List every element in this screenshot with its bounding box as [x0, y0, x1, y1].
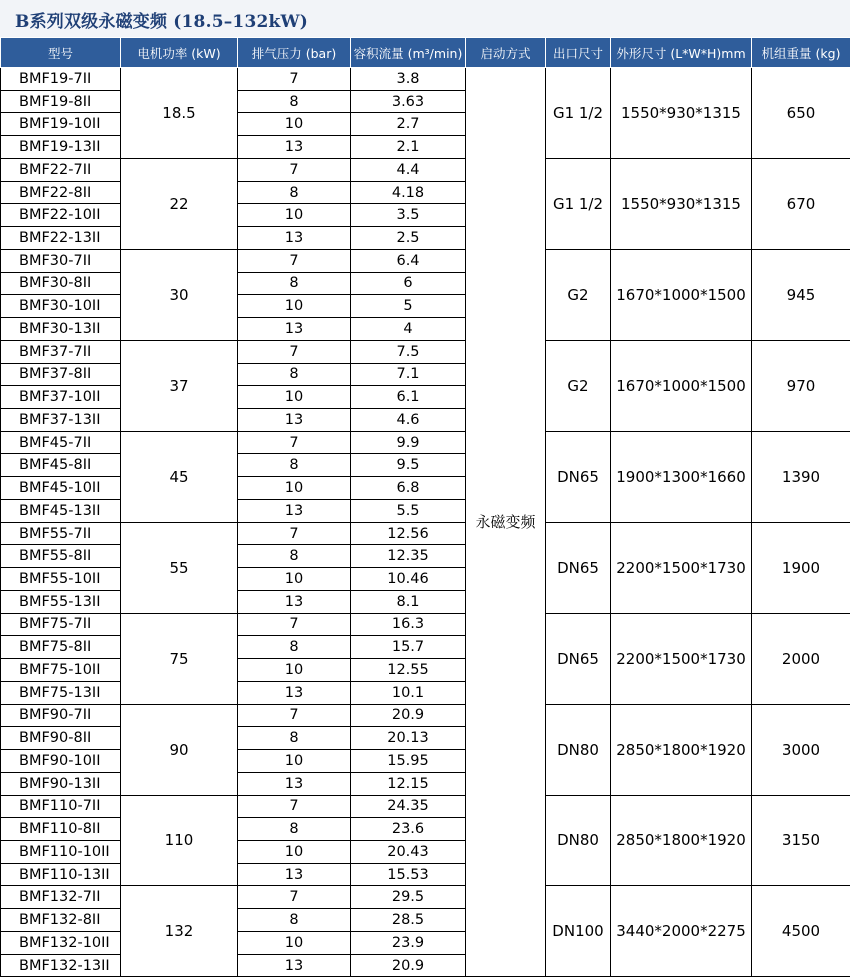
model-cell: BMF110-7II: [1, 795, 121, 818]
outlet-cell: G2: [546, 340, 611, 431]
flow-cell: 3.63: [351, 90, 466, 113]
flow-cell: 6.4: [351, 249, 466, 272]
pressure-cell: 10: [238, 750, 351, 773]
model-cell: BMF22-7II: [1, 158, 121, 181]
flow-cell: 16.3: [351, 613, 466, 636]
pressure-cell: 7: [238, 68, 351, 91]
pressure-cell: 10: [238, 386, 351, 409]
pressure-cell: 13: [238, 409, 351, 432]
model-cell: BMF75-10II: [1, 659, 121, 682]
model-cell: BMF37-7II: [1, 340, 121, 363]
spec-table: [0, 37, 850, 977]
power-cell: 90: [121, 704, 238, 795]
flow-cell: 20.43: [351, 840, 466, 863]
dimensions-cell: 1900*1300*1660: [611, 431, 752, 522]
pressure-cell: 7: [238, 431, 351, 454]
header-model: 型号: [1, 38, 121, 68]
model-cell: BMF132-10II: [1, 931, 121, 954]
dimensions-cell: 1550*930*1315: [611, 68, 752, 159]
weight-cell: 650: [752, 68, 850, 159]
flow-cell: 12.55: [351, 659, 466, 682]
flow-cell: 5.5: [351, 499, 466, 522]
pressure-cell: 10: [238, 931, 351, 954]
flow-cell: 4: [351, 318, 466, 341]
outlet-cell: G2: [546, 249, 611, 340]
header-row: [1, 38, 850, 68]
power-cell: 55: [121, 522, 238, 613]
model-cell: BMF45-8II: [1, 454, 121, 477]
power-cell: 45: [121, 431, 238, 522]
weight-cell: 4500: [752, 886, 850, 977]
table-row: [1, 613, 850, 636]
model-cell: BMF30-13II: [1, 318, 121, 341]
table-row: [1, 795, 850, 818]
pressure-cell: 8: [238, 272, 351, 295]
pressure-cell: 13: [238, 136, 351, 159]
flow-cell: 24.35: [351, 795, 466, 818]
flow-cell: 3.5: [351, 204, 466, 227]
pressure-cell: 13: [238, 227, 351, 250]
model-cell: BMF55-7II: [1, 522, 121, 545]
model-cell: BMF55-10II: [1, 568, 121, 591]
flow-cell: 6.1: [351, 386, 466, 409]
dimensions-cell: 2200*1500*1730: [611, 613, 752, 704]
dimensions-cell: 3440*2000*2275: [611, 886, 752, 977]
pressure-cell: 7: [238, 522, 351, 545]
outlet-cell: DN80: [546, 795, 611, 886]
flow-cell: 20.9: [351, 704, 466, 727]
start-method-cell: 永磁变频: [466, 68, 546, 977]
pressure-cell: 13: [238, 590, 351, 613]
flow-cell: 12.35: [351, 545, 466, 568]
model-cell: BMF90-13II: [1, 772, 121, 795]
model-cell: BMF55-8II: [1, 545, 121, 568]
pressure-cell: 8: [238, 181, 351, 204]
flow-cell: 6.8: [351, 477, 466, 500]
flow-cell: 9.9: [351, 431, 466, 454]
pressure-cell: 10: [238, 568, 351, 591]
pressure-cell: 10: [238, 659, 351, 682]
model-cell: BMF132-13II: [1, 954, 121, 977]
pressure-cell: 13: [238, 863, 351, 886]
header-weight: 机组重量 (kg): [752, 38, 850, 68]
flow-cell: 9.5: [351, 454, 466, 477]
model-cell: BMF90-10II: [1, 750, 121, 773]
table-row: [1, 249, 850, 272]
model-cell: BMF132-7II: [1, 886, 121, 909]
power-cell: 110: [121, 795, 238, 886]
table-body: [1, 68, 850, 977]
pressure-cell: 7: [238, 158, 351, 181]
flow-cell: 2.5: [351, 227, 466, 250]
model-cell: BMF30-7II: [1, 249, 121, 272]
model-cell: BMF132-8II: [1, 909, 121, 932]
outlet-cell: DN80: [546, 704, 611, 795]
model-cell: BMF90-8II: [1, 727, 121, 750]
model-cell: BMF22-13II: [1, 227, 121, 250]
table-row: [1, 431, 850, 454]
pressure-cell: 13: [238, 681, 351, 704]
model-cell: BMF30-8II: [1, 272, 121, 295]
flow-cell: 12.15: [351, 772, 466, 795]
flow-cell: 3.8: [351, 68, 466, 91]
pressure-cell: 8: [238, 90, 351, 113]
flow-cell: 23.9: [351, 931, 466, 954]
dimensions-cell: 1670*1000*1500: [611, 249, 752, 340]
header-flow: 容积流量 (m³/min): [351, 38, 466, 68]
weight-cell: 670: [752, 158, 850, 249]
power-cell: 30: [121, 249, 238, 340]
power-cell: 37: [121, 340, 238, 431]
header-pressure: 排气压力 (bar): [238, 38, 351, 68]
model-cell: BMF45-10II: [1, 477, 121, 500]
model-cell: BMF19-10II: [1, 113, 121, 136]
flow-cell: 5: [351, 295, 466, 318]
model-cell: BMF19-8II: [1, 90, 121, 113]
weight-cell: 945: [752, 249, 850, 340]
flow-cell: 4.4: [351, 158, 466, 181]
weight-cell: 1390: [752, 431, 850, 522]
pressure-cell: 7: [238, 613, 351, 636]
pressure-cell: 7: [238, 340, 351, 363]
flow-cell: 10.1: [351, 681, 466, 704]
pressure-cell: 13: [238, 954, 351, 977]
flow-cell: 29.5: [351, 886, 466, 909]
header-power: 电机功率 (kW): [121, 38, 238, 68]
table-row: [1, 340, 850, 363]
table-row: [1, 158, 850, 181]
flow-cell: 8.1: [351, 590, 466, 613]
weight-cell: 1900: [752, 522, 850, 613]
pressure-cell: 13: [238, 318, 351, 341]
dimensions-cell: 1670*1000*1500: [611, 340, 752, 431]
pressure-cell: 7: [238, 886, 351, 909]
header-outlet: 出口尺寸: [546, 38, 611, 68]
pressure-cell: 10: [238, 204, 351, 227]
outlet-cell: DN65: [546, 522, 611, 613]
flow-cell: 20.13: [351, 727, 466, 750]
model-cell: BMF75-8II: [1, 636, 121, 659]
header-dimensions: 外形尺寸 (L*W*H)mm: [611, 38, 752, 68]
flow-cell: 12.56: [351, 522, 466, 545]
power-cell: 75: [121, 613, 238, 704]
flow-cell: 4.18: [351, 181, 466, 204]
flow-cell: 20.9: [351, 954, 466, 977]
pressure-cell: 7: [238, 795, 351, 818]
flow-cell: 10.46: [351, 568, 466, 591]
outlet-cell: G1 1/2: [546, 68, 611, 159]
flow-cell: 15.95: [351, 750, 466, 773]
model-cell: BMF110-13II: [1, 863, 121, 886]
dimensions-cell: 2850*1800*1920: [611, 704, 752, 795]
header-start-method: 启动方式: [466, 38, 546, 68]
weight-cell: 3150: [752, 795, 850, 886]
power-cell: 132: [121, 886, 238, 977]
table-row: [1, 68, 850, 91]
pressure-cell: 8: [238, 727, 351, 750]
flow-cell: 15.53: [351, 863, 466, 886]
model-cell: BMF22-8II: [1, 181, 121, 204]
power-cell: 18.5: [121, 68, 238, 159]
pressure-cell: 8: [238, 545, 351, 568]
model-cell: BMF19-7II: [1, 68, 121, 91]
pressure-cell: 8: [238, 454, 351, 477]
model-cell: BMF19-13II: [1, 136, 121, 159]
outlet-cell: DN65: [546, 431, 611, 522]
model-cell: BMF110-8II: [1, 818, 121, 841]
model-cell: BMF75-7II: [1, 613, 121, 636]
outlet-cell: DN65: [546, 613, 611, 704]
model-cell: BMF37-10II: [1, 386, 121, 409]
dimensions-cell: 1550*930*1315: [611, 158, 752, 249]
pressure-cell: 10: [238, 295, 351, 318]
weight-cell: 3000: [752, 704, 850, 795]
flow-cell: 15.7: [351, 636, 466, 659]
dimensions-cell: 2200*1500*1730: [611, 522, 752, 613]
model-cell: BMF30-10II: [1, 295, 121, 318]
table-row: [1, 886, 850, 909]
model-cell: BMF110-10II: [1, 840, 121, 863]
pressure-cell: 8: [238, 363, 351, 386]
flow-cell: 28.5: [351, 909, 466, 932]
table-row: [1, 704, 850, 727]
weight-cell: 2000: [752, 613, 850, 704]
page-title: B系列双级永磁变频 (18.5–132kW): [15, 7, 308, 32]
flow-cell: 23.6: [351, 818, 466, 841]
model-cell: BMF55-13II: [1, 590, 121, 613]
weight-cell: 970: [752, 340, 850, 431]
pressure-cell: 8: [238, 909, 351, 932]
pressure-cell: 10: [238, 113, 351, 136]
pressure-cell: 13: [238, 772, 351, 795]
dimensions-cell: 2850*1800*1920: [611, 795, 752, 886]
pressure-cell: 7: [238, 704, 351, 727]
pressure-cell: 8: [238, 818, 351, 841]
flow-cell: 6: [351, 272, 466, 295]
table-row: [1, 522, 850, 545]
model-cell: BMF37-13II: [1, 409, 121, 432]
pressure-cell: 10: [238, 840, 351, 863]
outlet-cell: DN100: [546, 886, 611, 977]
flow-cell: 4.6: [351, 409, 466, 432]
flow-cell: 2.1: [351, 136, 466, 159]
model-cell: BMF45-7II: [1, 431, 121, 454]
pressure-cell: 7: [238, 249, 351, 272]
model-cell: BMF37-8II: [1, 363, 121, 386]
flow-cell: 2.7: [351, 113, 466, 136]
flow-cell: 7.5: [351, 340, 466, 363]
model-cell: BMF45-13II: [1, 499, 121, 522]
pressure-cell: 13: [238, 499, 351, 522]
model-cell: BMF22-10II: [1, 204, 121, 227]
title-bar: [0, 0, 850, 37]
pressure-cell: 10: [238, 477, 351, 500]
outlet-cell: G1 1/2: [546, 158, 611, 249]
model-cell: BMF90-7II: [1, 704, 121, 727]
power-cell: 22: [121, 158, 238, 249]
model-cell: BMF75-13II: [1, 681, 121, 704]
flow-cell: 7.1: [351, 363, 466, 386]
pressure-cell: 8: [238, 636, 351, 659]
